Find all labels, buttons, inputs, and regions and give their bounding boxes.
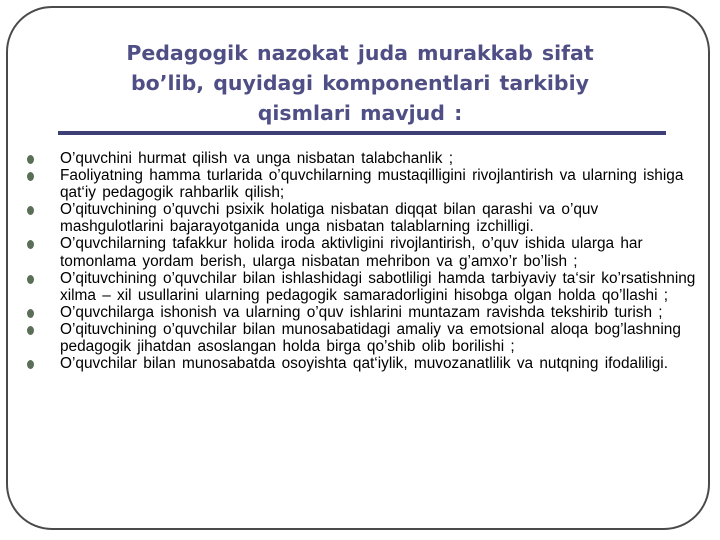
bullet-dot-icon xyxy=(27,206,34,215)
bullet-dot-icon xyxy=(27,360,34,369)
list-item-text: Faoliyatning hamma turlarida o’quvchilarning mustaqilligini rivojlantirish va ularning ishiga qat‘iy pedagogik rahbarlik qilish; xyxy=(60,167,684,202)
bullet-dot-icon xyxy=(27,326,34,335)
list-item xyxy=(27,201,699,235)
bullet-dot-icon xyxy=(27,275,34,284)
list-item-text: O’qituvchining o’quvchi psixik holatiga nisbatan diqqat bilan qarashi va o’quv mashgulotlarini bajarayotganida unga nisbatan talablarning izchilligi. xyxy=(60,201,599,236)
list-item xyxy=(27,270,699,304)
list-item-text: O’quvchini hurmat qilish va unga nisbatan talabchanlik ; xyxy=(60,150,454,167)
list-item-text: O’qituvchining o’quvchilar bilan ishlashidagi sabotliligi hamda tarbiyaviy ta‘sir ko’rsatishning xilma – xil usullarini ularning pedagogik samaradorligini hisobga olgan holda qo’llashi ; xyxy=(60,269,696,304)
list-item xyxy=(27,355,699,372)
slide-title: Pedagogik nazokat juda murakkab sifat bo’lib, quyidagi komponentlari tarkibiy qismlari mavjud : xyxy=(126,41,594,125)
list-item-text: O’quvchilarning tafakkur holida iroda aktivligini rivojlantirish, o’quv ishida ularga har tomonlama yordam berish, ularga nisbatan mehribon va g’amxo’r bo’lish ; xyxy=(60,235,643,270)
bullet-dot-icon xyxy=(27,240,34,249)
list-item xyxy=(27,150,699,167)
list-item-text: O’qituvchining o’quvchilar bilan munosabatidagi amaliy va emotsional aloqa bog’lashning pedagogik jihatdan asoslangan holda birga qo’shib olib borilishi ; xyxy=(60,320,681,356)
list-item xyxy=(27,321,699,355)
list-item xyxy=(27,167,699,201)
title-underline-rule xyxy=(58,131,666,135)
bullet-dot-icon xyxy=(27,309,34,318)
bullet-list xyxy=(27,150,699,372)
list-item-text: O’quvchilarga ishonish va ularning o’quv ishlarini muntazam ravishda tekshirib turish ; xyxy=(60,303,663,321)
bullet-dot-icon xyxy=(27,155,34,164)
list-item xyxy=(27,304,699,321)
list-item-text: O’quvchilar bilan munosabatda osoyishta qat‘iylik, muvozanatlilik va nutqning ifodaliligi. xyxy=(60,355,669,373)
bullet-dot-icon xyxy=(27,172,34,181)
list-item xyxy=(27,235,699,269)
